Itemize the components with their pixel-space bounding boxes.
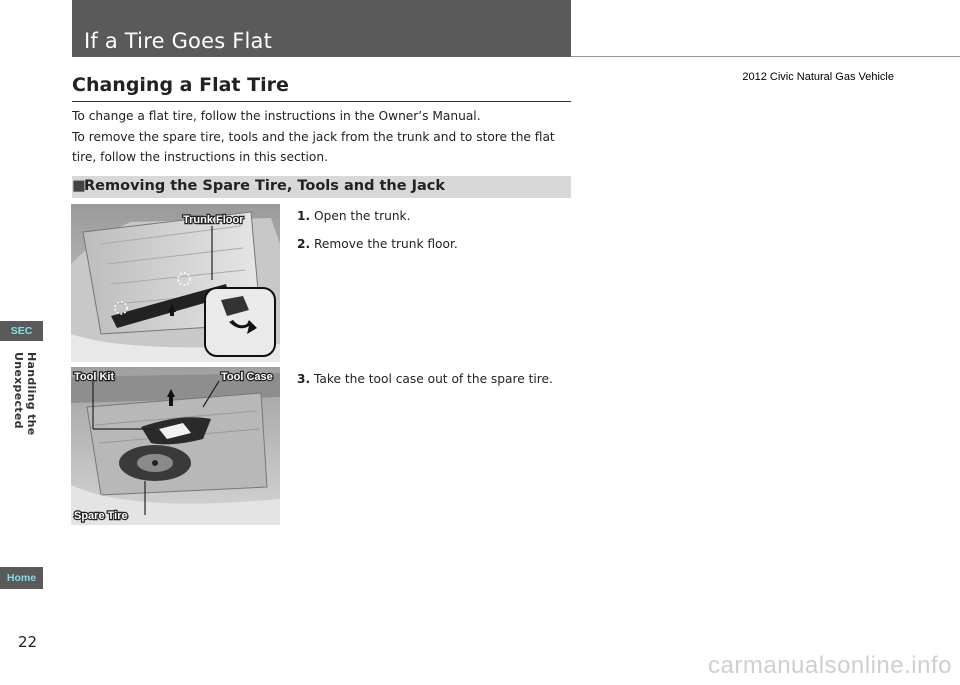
intro-paragraph-2: To remove the spare tire, tools and the jack from the trunk and to store the flat tire, follow the instructions in this section. xyxy=(72,130,555,164)
vehicle-model: 2012 Civic Natural Gas Vehicle xyxy=(742,71,894,83)
intro-paragraph-1: To change a flat tire, follow the instructions in the Owner’s Manual. xyxy=(72,109,481,123)
spare-tire-illustration xyxy=(71,367,280,525)
step-1-text: Open the trunk. xyxy=(314,209,411,223)
page-number: 22 xyxy=(18,633,38,651)
chapter-side-label xyxy=(12,352,38,502)
step-3-text: Take the tool case out of the spare tire. xyxy=(314,372,553,386)
step-2-text: Remove the trunk floor. xyxy=(314,237,458,251)
trunk-floor-illustration xyxy=(71,204,280,362)
sec-tab-button[interactable]: SEC xyxy=(0,321,43,341)
section-marker-icon: ■ xyxy=(72,178,86,194)
title-rule xyxy=(72,101,571,102)
callout-trunk-floor: Trunk Floor xyxy=(183,214,244,226)
chapter-label: Handling the Unexpected xyxy=(12,352,38,436)
section-heading xyxy=(84,178,445,194)
step-1 xyxy=(297,209,410,223)
step-3-number: 3. xyxy=(297,372,311,386)
callout-tool-case: Tool Case xyxy=(221,371,273,383)
step-2-number: 2. xyxy=(297,237,311,251)
section-header-title: If a Tire Goes Flat xyxy=(84,29,273,53)
section-heading-label: Removing the Spare Tire, Tools and the Jack xyxy=(84,178,446,194)
callout-spare-tire: Spare Tire xyxy=(74,510,128,522)
intro-text xyxy=(72,106,572,167)
page-title: Changing a Flat Tire xyxy=(72,74,289,96)
step-1-number: 1. xyxy=(297,209,311,223)
step-2 xyxy=(297,237,458,251)
watermark: carmanualsonline.info xyxy=(708,652,952,679)
home-tab-button[interactable]: Home xyxy=(0,567,43,589)
step-3 xyxy=(297,372,553,386)
header-rule xyxy=(571,56,960,57)
callout-tool-kit: Tool Kit xyxy=(74,371,115,383)
